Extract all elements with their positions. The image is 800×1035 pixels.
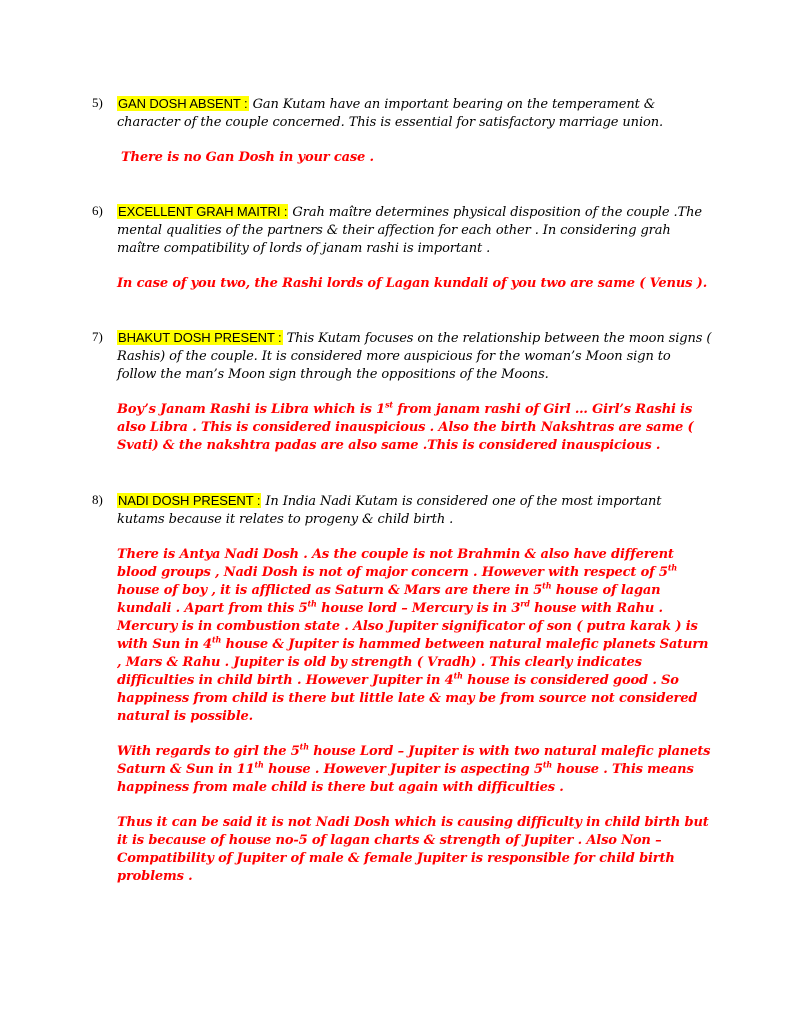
nadi-paragraph-1: There is Antya Nadi Dosh . As the couple is not Brahmin & also have different blood groups , Nadi Dosh is not of major concern . However with respect of 5th house of boy , it is afflicted as Saturn & Mars are there in 5th house of lagan kundali . Apart from this 5th house lord – Mercury is in 3rd house with Rahu . Mercury is in combustion state . Also Jupiter significator of son ( putra karak ) is with Sun in 4th house & Jupiter is hammed between natural malefic planets Saturn , Mars & Rahu . Jupiter is old by strength ( Vradh) . This clearly indicates difficulties in child birth . However Jupiter in 4th house is considered good . So happiness from child is there but little late & may be from source not considered natural is possible. [117, 547, 709, 724]
highlight-label: EXCELLENT GRAH MAITRI : [118, 204, 288, 219]
intro-text: Gan Kutam have an important bearing on the temperament & character of the couple concerned. This is essential for satisfactory marriage union. [117, 97, 664, 130]
intro-text: This Kutam focuses on the relationship between the moon signs ( Rashis) of the couple. It is considered more auspicious for the woman’s Moon sign to follow the man’s Moon sign through the oppositions of the Moons. [117, 331, 712, 382]
highlight-label: GAN DOSH ABSENT : [118, 96, 248, 111]
item-number: 5) [92, 95, 103, 110]
item-nadi-dosh [92, 492, 712, 886]
conclusion-text: Boy’s Janam Rashi is Libra which is 1st from janam rashi of Girl … Girl’s Rashi is also Libra . This is considered inauspicious . Also the birth Nakshtras are same ( Svati) & the nakshtra padas are also same .This is considered inauspicious . [117, 399, 694, 453]
item-gan-dosh [92, 95, 712, 167]
item-bhakut-dosh [92, 329, 712, 455]
highlight-label: NADI DOSH PRESENT : [118, 493, 261, 508]
item-intro [117, 492, 712, 529]
highlight-label: BHAKUT DOSH PRESENT : [118, 330, 282, 345]
intro-text: In India Nadi Kutam is considered one of the most important kutams because it relates to progeny & child birth . [117, 494, 662, 527]
item-grah-maitri [92, 203, 712, 293]
item-intro [117, 95, 712, 132]
item-number: 8) [92, 492, 103, 507]
nadi-paragraph-2: With regards to girl the 5th house Lord – Jupiter is with two natural malefic planets Saturn & Sun in 11th house . However Jupiter is aspecting 5th house . This means happiness from male child is there but again with difficulties . [117, 741, 711, 795]
item-intro [117, 203, 712, 258]
conclusion-text: In case of you two, the Rashi lords of Lagan kundali of you two are same ( Venus ). [117, 276, 708, 291]
nadi-paragraph-3: Thus it can be said it is not Nadi Dosh which is causing difficulty in child birth but it is because of house no-5 of lagan charts & strength of Jupiter . Also Non – Compatibility of Jupiter of male & female Jupiter is responsible for child birth problems . [117, 815, 709, 884]
conclusion-text: There is no Gan Dosh in your case . [121, 150, 374, 165]
item-number: 6) [92, 203, 103, 218]
intro-text: Grah maître determines physical disposition of the couple .The mental qualities of the partners & their affection for each other . In considering grah maître compatibility of lords of janam rashi is important . [117, 205, 702, 256]
item-number: 7) [92, 329, 103, 344]
item-intro [117, 329, 712, 384]
